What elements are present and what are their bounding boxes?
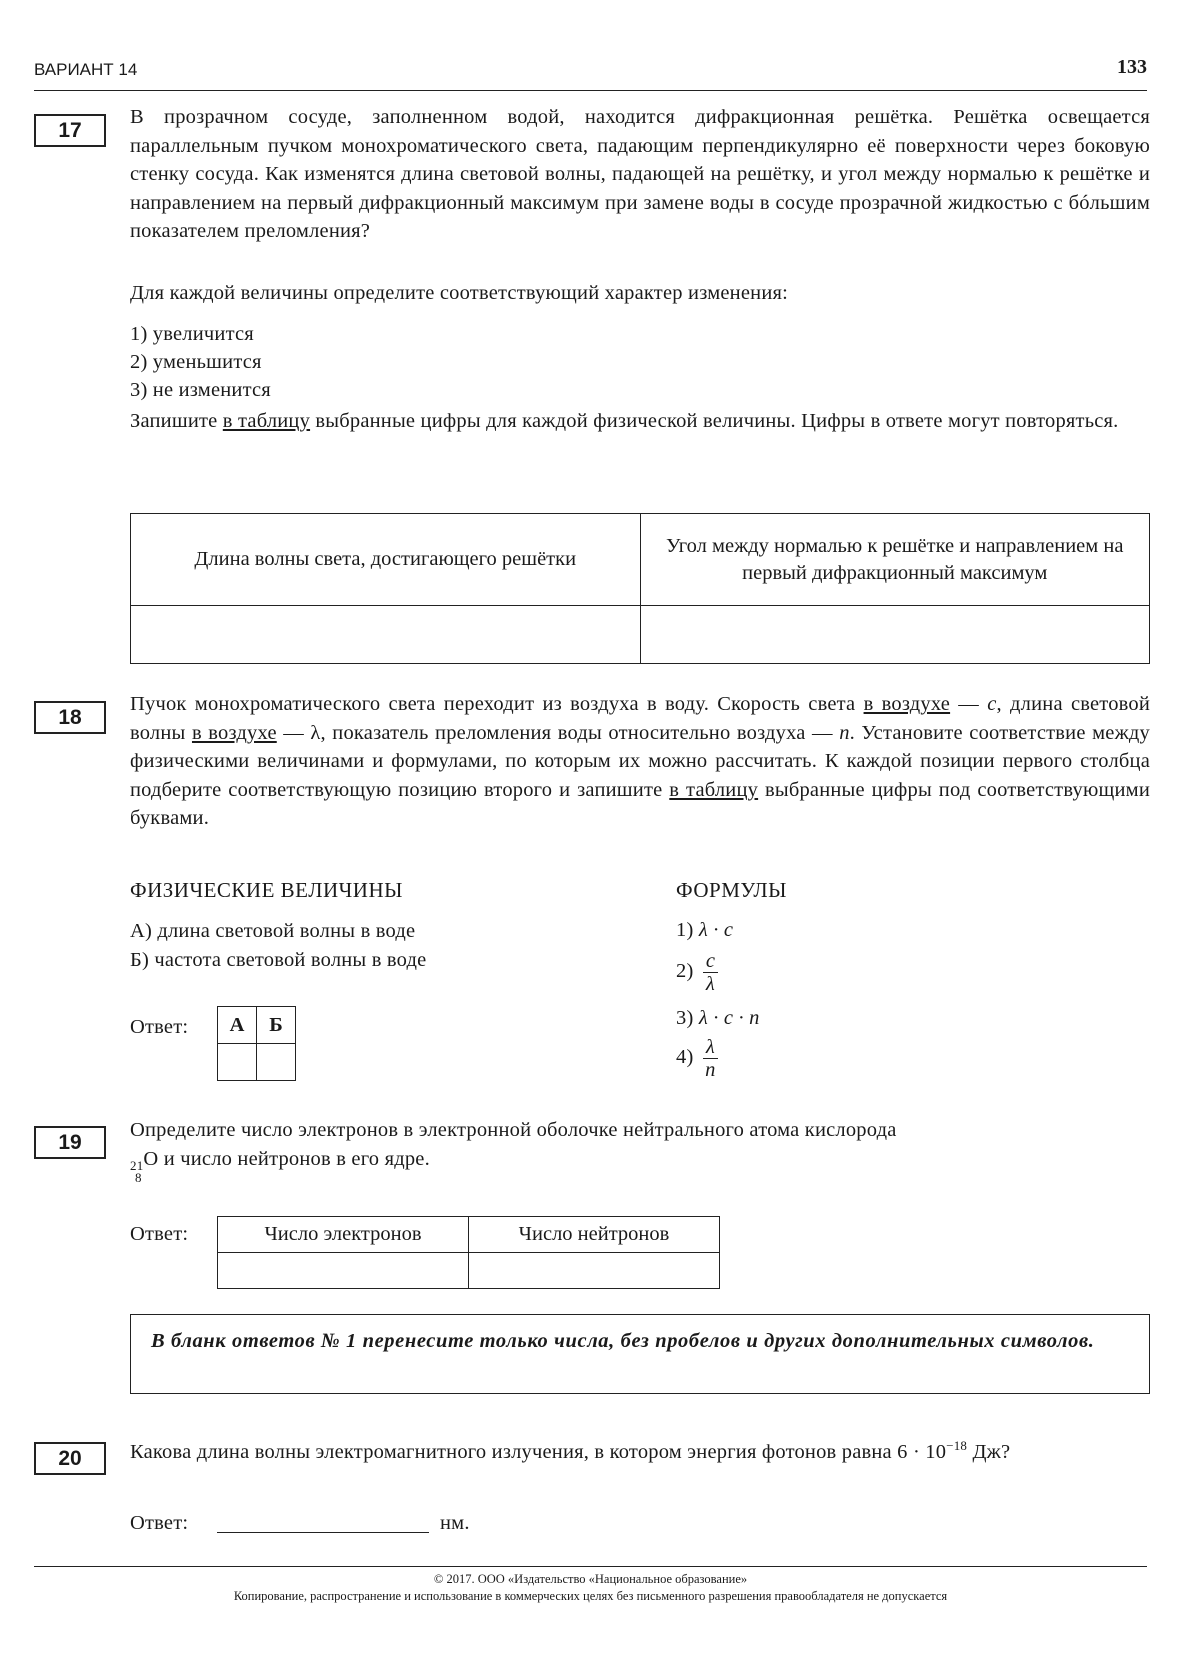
q18-formula-1 xyxy=(676,916,733,945)
question-number-17: 17 xyxy=(34,114,106,147)
footer-divider xyxy=(34,1566,1147,1567)
q17-text: В прозрачном сосуде, заполненном водой, находится дифракционная решётка. Решётка освещается параллельным пучком монохроматического света, падающим перпендикулярно её поверхности через боковую стенку сосуда. Как изменятся длина световой волны, падающей на решётку, и угол между нормалью к решётке и направлением на первый дифракционный максимум при замене воды в сосуде прозрачной жидкостью с бóльшим показателем преломления? xyxy=(130,106,1150,242)
q17-write-instruction xyxy=(130,407,1150,436)
q18-t2d: — λ, показатель преломления воды относительно воздуха — xyxy=(276,721,840,744)
q17-col1-header: Длина волны света, достигающего решётки xyxy=(131,514,641,606)
q18-col-a: А xyxy=(218,1007,257,1044)
variant-label: ВАРИАНТ 14 xyxy=(34,60,138,79)
q18-dash: — xyxy=(950,693,988,715)
q18-t2e: . Установите соответствие между физическими величинами и формулами, по которым их можно рассчитать. К каждой позиции первого столбца подберите соответствующую позицию второго и запишите xyxy=(130,721,1151,801)
q18-formula-2-den: λ xyxy=(705,973,716,995)
q18-formula-4-fraction xyxy=(703,1036,718,1081)
q17-option-1: 1) увеличится xyxy=(130,323,254,345)
q18-right-header: ФОРМУЛЫ xyxy=(676,878,787,902)
q17-answer-cell-1[interactable] xyxy=(131,606,641,664)
q19-col2-header: Число нейтронов xyxy=(469,1217,720,1253)
q17-col2-header: Угол между нормалью к решётке и направлением на первый дифракционный максимум xyxy=(640,514,1150,606)
question-number-18: 18 xyxy=(34,701,106,734)
q19-atomic-number: 8 xyxy=(135,1169,142,1185)
q18-formula-4 xyxy=(676,1036,718,1081)
q18-answer-table xyxy=(217,1006,296,1081)
q19-mass-number: 21 xyxy=(130,1157,144,1173)
q18-in-air-1: в воздухе xyxy=(863,693,951,715)
q18-t2f: выбранные цифры под соответствующими буквами. xyxy=(130,778,1150,829)
q18-c: c xyxy=(987,693,997,715)
q19-text xyxy=(130,1116,1150,1184)
q19-answer-table xyxy=(217,1216,720,1289)
q17-write-post: выбранные цифры для каждой физической величины. Цифры в ответе могут повторяться. xyxy=(315,410,1119,432)
q19-element: O xyxy=(143,1147,159,1170)
q18-left-header: ФИЗИЧЕСКИЕ ВЕЛИЧИНЫ xyxy=(130,878,403,902)
footer-copyright: © 2017. ООО «Издательство «Национальное образование» xyxy=(433,1572,748,1586)
q20-unit: нм. xyxy=(440,1512,470,1534)
q19-text-a: Определите число электронов в электронной оболочке нейтрального атома кислорода xyxy=(130,1119,897,1141)
q17-instruction: Для каждой величины определите соответствующий характер изменения: xyxy=(130,282,789,304)
q18-t2b: , длина световой волны xyxy=(130,693,1151,744)
q18-col-b: Б xyxy=(257,1007,296,1044)
q17-answer-table xyxy=(130,513,1150,664)
q18-t1: Пучок монохроматического света переходит из воздуха в воду. Скорость света xyxy=(130,693,856,715)
q20-answer-label: Ответ: xyxy=(130,1512,189,1534)
q19-answer-cell-2[interactable] xyxy=(469,1253,720,1289)
q18-item-b: Б) частота световой волны в воде xyxy=(130,949,427,971)
page-header xyxy=(34,56,1147,91)
q18-answer-label: Ответ: xyxy=(130,1016,189,1038)
footer-notice: Копирование, распространение и использование в коммерческих целях без письменного разрешения правообладателя не допускается xyxy=(233,1589,948,1603)
q18-formula-1-label: 1) xyxy=(676,919,694,941)
q19-text-b: и число нейтронов в его ядре. xyxy=(163,1147,430,1170)
q18-formula-3-expr: λ · c · n xyxy=(698,1007,760,1029)
q18-formula-2-num: c xyxy=(703,950,718,973)
q19-nuclide-numbers xyxy=(130,1157,144,1185)
q20-text xyxy=(130,1432,1150,1466)
q18-formula-2-label: 2) xyxy=(676,960,694,983)
q20-text-b: Дж? xyxy=(967,1440,1011,1463)
q18-formula-3 xyxy=(676,1004,760,1033)
q18-formula-4-label: 4) xyxy=(676,1046,694,1069)
page-number: 133 xyxy=(1117,56,1147,78)
q18-answer-cell-a[interactable] xyxy=(218,1044,257,1081)
q19-answer-label: Ответ: xyxy=(130,1223,189,1245)
q18-answer-cell-b[interactable] xyxy=(257,1044,296,1081)
question-number-19: 19 xyxy=(34,1126,106,1159)
q18-n: n xyxy=(839,721,850,744)
q18-text xyxy=(130,690,1150,833)
question-number-20: 20 xyxy=(34,1442,106,1475)
q17-answer-cell-2[interactable] xyxy=(640,606,1150,664)
q17-option-3: 3) не изменится xyxy=(130,379,271,401)
q18-formula-1-expr: λ · c xyxy=(698,919,734,941)
q18-formula-2-fraction xyxy=(703,950,718,995)
q18-item-a: А) длина световой волны в воде xyxy=(130,920,416,942)
q20-exponent: −18 xyxy=(946,1438,968,1453)
q19-col1-header: Число электронов xyxy=(218,1217,469,1253)
answer-sheet-note: В бланк ответов № 1 перенесите только числа, без пробелов и других дополнительных символов. xyxy=(130,1314,1150,1394)
q20-answer-line[interactable] xyxy=(217,1532,429,1533)
q17-option-2: 2) уменьшится xyxy=(130,351,262,373)
q19-answer-cell-1[interactable] xyxy=(218,1253,469,1289)
q18-formula-4-num: λ xyxy=(703,1036,718,1059)
q18-table-link: в таблицу xyxy=(669,778,759,801)
q20-text-a: Какова длина волны электромагнитного излучения, в котором энергия фотонов равна 6 · 10 xyxy=(130,1440,947,1463)
q17-table-link: в таблицу xyxy=(222,410,311,432)
q17-write-pre: Запишите xyxy=(130,410,218,432)
q18-formula-3-label: 3) xyxy=(676,1007,694,1029)
q18-formula-2 xyxy=(676,950,718,995)
q18-in-air-2: в воздухе xyxy=(191,721,277,744)
q18-formula-4-den: n xyxy=(705,1059,716,1081)
